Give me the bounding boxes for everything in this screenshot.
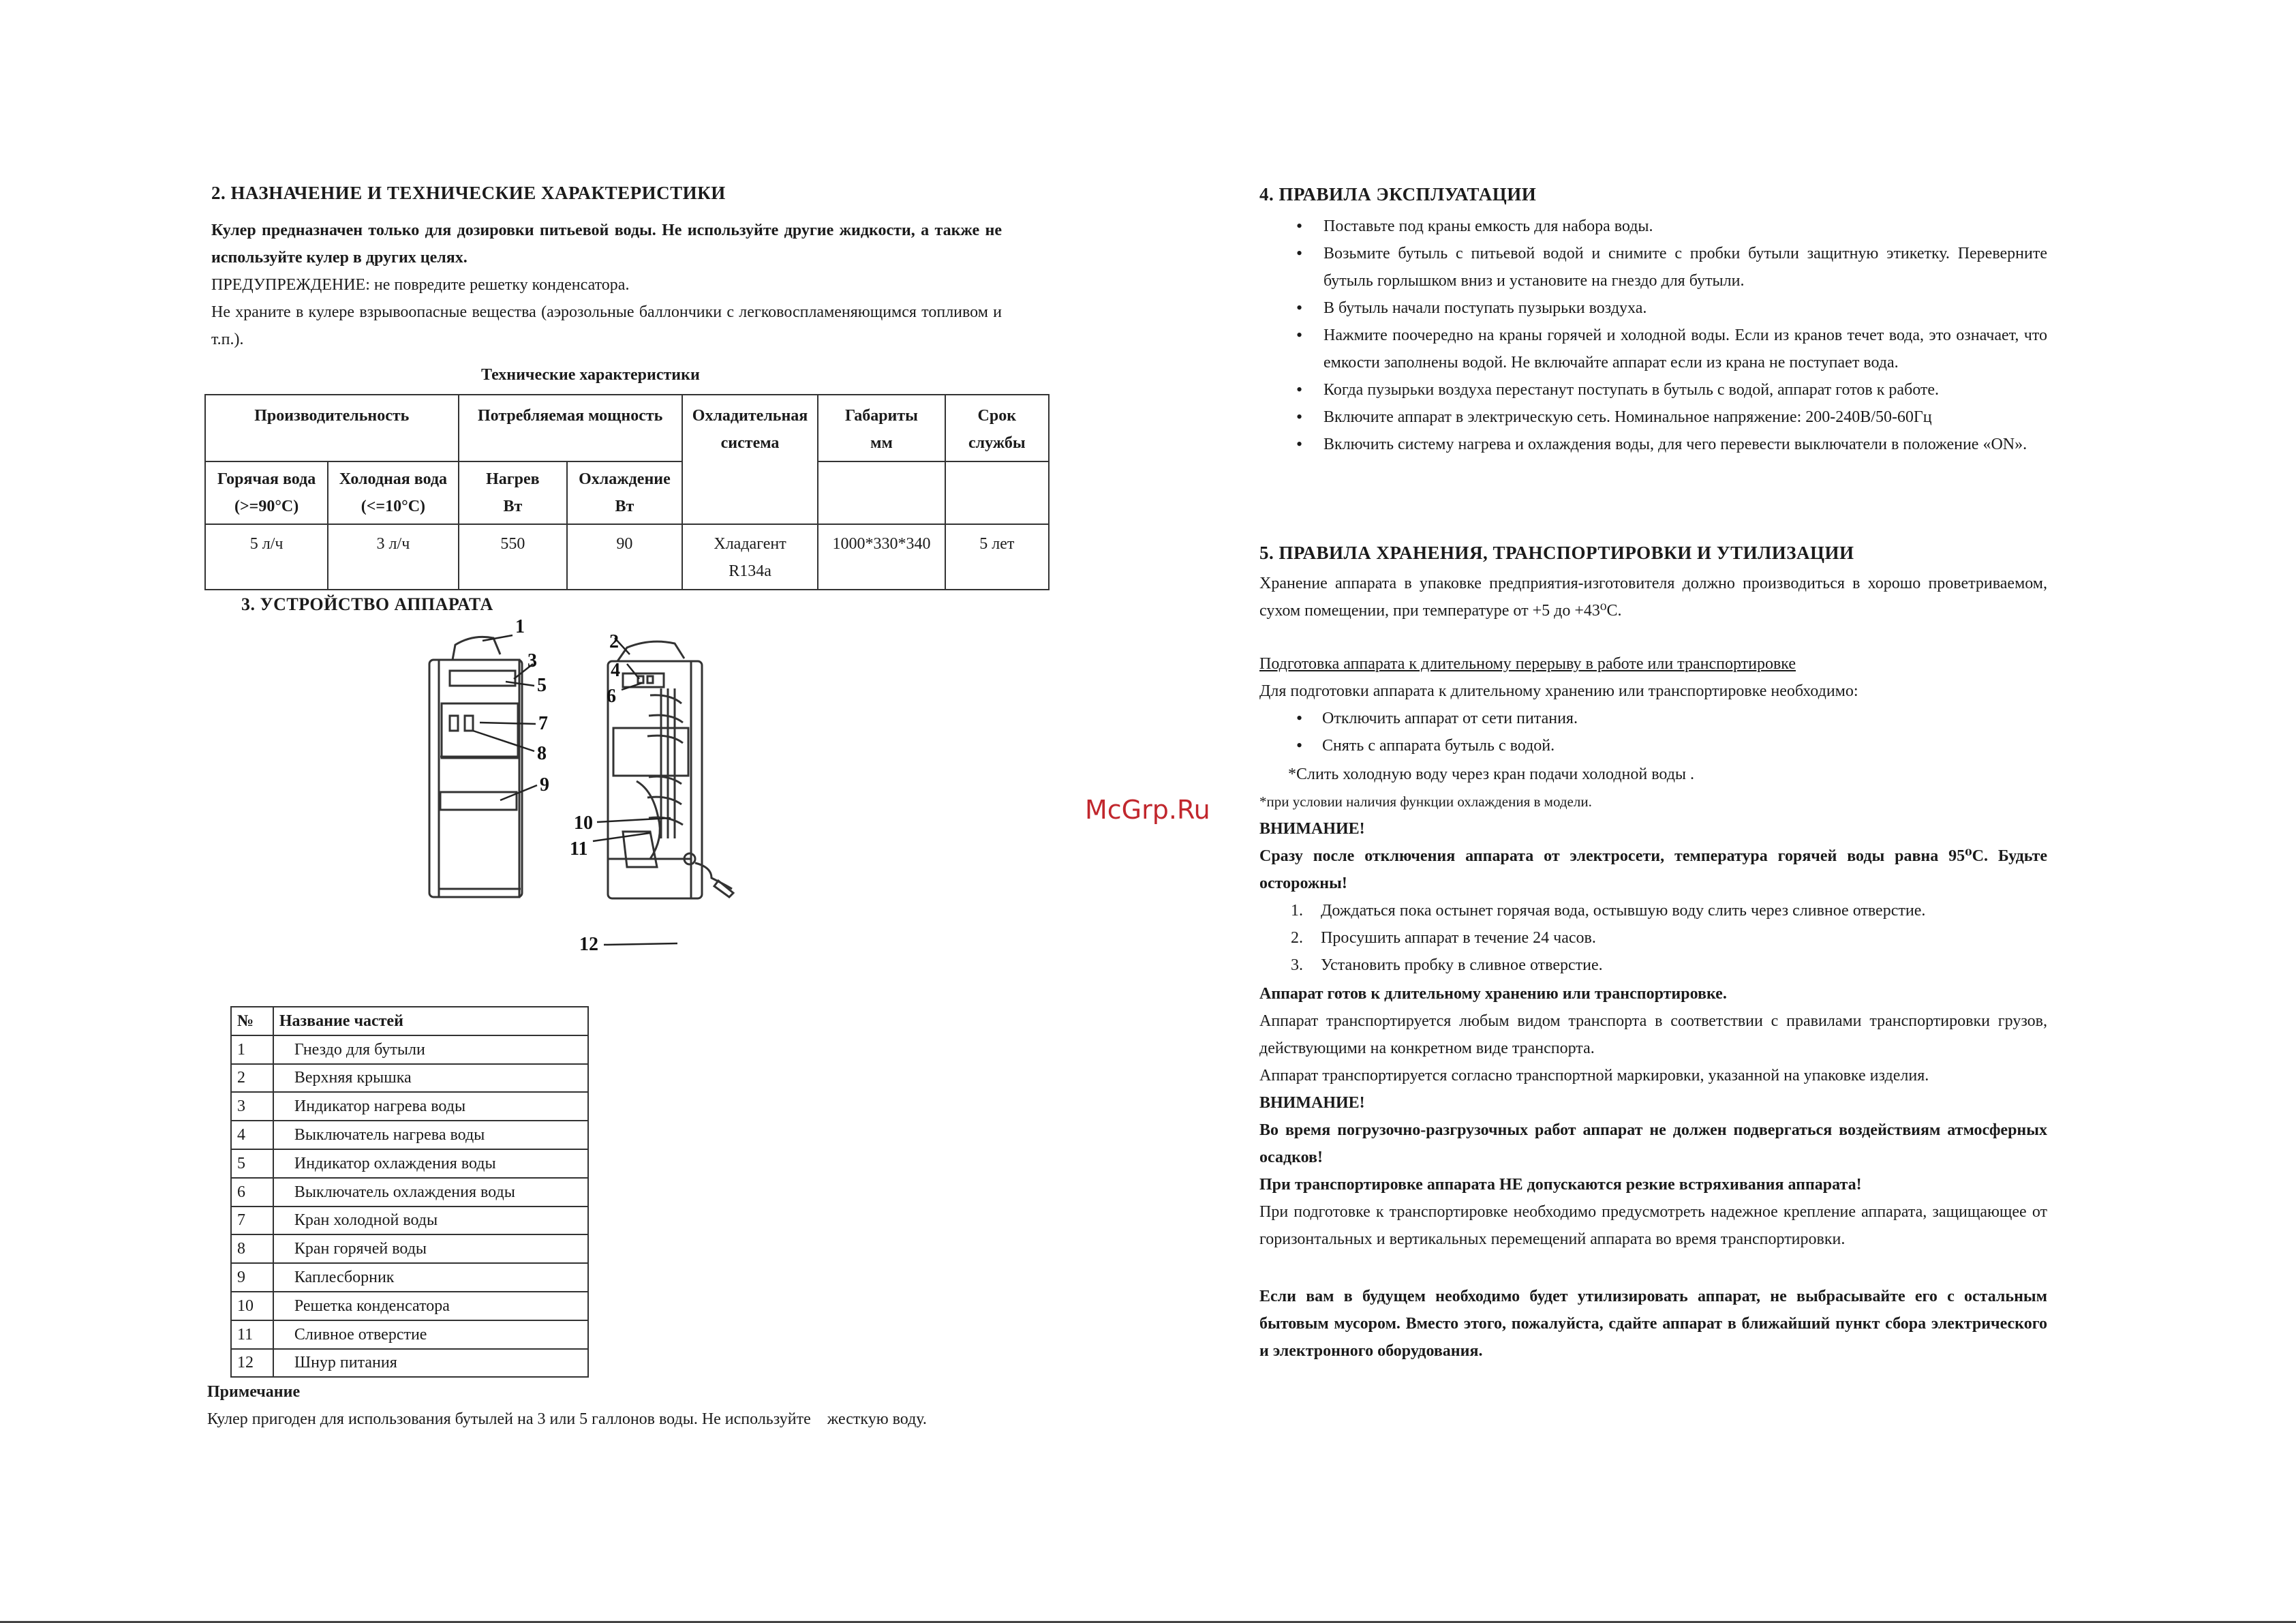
spec-table-caption: Технические характеристики xyxy=(481,366,700,384)
part-name: Решетка конденсатора xyxy=(273,1292,588,1320)
parts-header-name: Название частей xyxy=(273,1007,588,1035)
step-number: 3. xyxy=(1291,956,1303,974)
part-name: Выключатель нагрева воды xyxy=(273,1121,588,1149)
prep-list xyxy=(1258,705,2047,759)
part-num: 4 xyxy=(231,1121,273,1149)
callout-11: 11 xyxy=(570,838,588,860)
ready-text: Аппарат готов к длительному хранению или транспортировке. xyxy=(1259,985,1727,1003)
spec-empty-cell xyxy=(945,461,1049,524)
table-row xyxy=(231,1292,588,1320)
part-num: 6 xyxy=(231,1178,273,1207)
part-num: 12 xyxy=(231,1349,273,1378)
callout-9: 9 xyxy=(540,774,549,795)
spec-value-hot: 5 л/ч xyxy=(205,524,328,590)
spec-table xyxy=(204,394,1050,590)
step-text: Дождаться пока остынет горячая вода, остывшую воду слить через сливное отверстие. xyxy=(1321,902,1926,920)
part-name: Шнур питания xyxy=(273,1349,588,1378)
table-row xyxy=(231,1349,588,1378)
spec-header-power: Потребляемая мощность xyxy=(459,395,682,461)
storage-warning: Не храните в кулере взрывоопасные вещества (аэрозольные баллончики с легковоспламеняющимся топливом и т.п.). xyxy=(211,303,1002,348)
list-item: • Отключить аппарат от сети питания. xyxy=(1258,705,2047,732)
part-num: 3 xyxy=(231,1092,273,1121)
list-item: • Включить систему нагрева и охлаждения воды, для чего перевести выключатели в положение «ON». xyxy=(1258,431,2047,458)
spec-value-dimensions: 1000*330*340 xyxy=(818,524,945,590)
parts-header-row xyxy=(231,1007,588,1035)
table-row xyxy=(231,1234,588,1263)
spec-header-cooling: Охладительная система xyxy=(682,395,818,524)
note-text: Кулер пригоден для использования бутылей на 3 или 5 галлонов воды. Не используйте жесткую воду. xyxy=(207,1410,927,1428)
part-name: Индикатор охлаждения воды xyxy=(273,1149,588,1178)
storage-text: Хранение аппарата в упаковке предприятия-изготовителя должно производиться в хорошо проветриваемом, сухом помещении, при температуре от +5 до +43⁰С. xyxy=(1259,575,2047,620)
prep-intro: Для подготовки аппарата к длительному хранению или транспортировке необходимо: xyxy=(1259,682,1858,700)
part-name: Верхняя крышка xyxy=(273,1064,588,1093)
disposal-text: Если вам в будущем необходимо будет утилизировать аппарат, не выбрасывайте его с остальным бытовым мусором. Вместо этого, пожалуйста, сдайте аппарат в ближайший пункт сбора электрического и электронного оборудования. xyxy=(1259,1288,2047,1360)
table-row xyxy=(231,1207,588,1235)
table-row xyxy=(231,1263,588,1292)
section-3-heading: 3. УСТРОЙСТВО АППАРАТА xyxy=(241,594,493,614)
note-label: Примечание xyxy=(207,1383,301,1401)
prep-drain: *Слить холодную воду через кран подачи холодной воды . xyxy=(1288,765,1695,783)
spec-subheader-heat: Нагрев Вт xyxy=(459,461,568,524)
callout-8: 8 xyxy=(537,743,547,764)
part-name: Выключатель охлаждения воды xyxy=(273,1178,588,1207)
step-number: 1. xyxy=(1291,902,1303,920)
part-name: Индикатор нагрева воды xyxy=(273,1092,588,1121)
part-num: 8 xyxy=(231,1234,273,1263)
table-row xyxy=(231,1121,588,1149)
spec-empty-cell xyxy=(818,461,945,524)
callout-2: 2 xyxy=(609,631,619,652)
part-num: 11 xyxy=(231,1320,273,1349)
spec-value-cold: 3 л/ч xyxy=(328,524,458,590)
attention-heading: ВНИМАНИЕ! xyxy=(1259,820,1365,838)
condenser-warning: ПРЕДУПРЕЖДЕНИЕ: не повредите решетку конденсатора. xyxy=(211,276,630,294)
attention-heading-2: ВНИМАНИЕ! xyxy=(1259,1094,1365,1112)
spec-value-cool: 90 xyxy=(567,524,682,590)
parts-table xyxy=(230,1006,589,1378)
left-page xyxy=(203,0,1055,1623)
callout-3: 3 xyxy=(527,650,537,671)
spec-subheader-cool: Охлаждение Вт xyxy=(567,461,682,524)
parts-header-num: № xyxy=(231,1007,273,1035)
step-text: Установить пробку в сливное отверстие. xyxy=(1321,956,1603,974)
no-shake-warning: При транспортировке аппарата НЕ допускаются резкие встряхивания аппарата! xyxy=(1259,1176,1862,1194)
list-item xyxy=(1258,952,1925,979)
spec-header-life: Срок службы xyxy=(945,395,1049,461)
section-4-heading: 4. ПРАВИЛА ЭКСПЛУАТАЦИИ xyxy=(1259,184,1537,204)
callout-6: 6 xyxy=(607,686,616,707)
loading-warning: Во время погрузочно-разгрузочных работ аппарат не должен подвергаться воздействиям атмосферных осадков! xyxy=(1259,1121,2047,1166)
table-row xyxy=(231,1149,588,1178)
section-2-heading: 2. НАЗНАЧЕНИЕ И ТЕХНИЧЕСКИЕ ХАРАКТЕРИСТИКИ xyxy=(211,183,726,203)
cooldown-steps xyxy=(1258,897,1925,979)
part-num: 2 xyxy=(231,1064,273,1093)
list-item: • Нажмите поочередно на краны горячей и холодной воды. Если из кранов течет вода, это означает, что емкости заполнены водой. Не включайте аппарат если из крана не поступает вода. xyxy=(1258,322,2047,376)
part-num: 7 xyxy=(231,1207,273,1235)
callout-12: 12 xyxy=(579,934,598,955)
transport-text-1: Аппарат транспортируется любым видом транспорта в соответствии с правилами транспортировки грузов, действующими на конкретном виде транспорта. xyxy=(1259,1012,2047,1057)
callout-10: 10 xyxy=(574,813,593,834)
part-name: Кран горячей воды xyxy=(273,1234,588,1263)
hot-water-warning: Сразу после отключения аппарата от электросети, температура горячей воды равна 95⁰С. Будьте осторожны! xyxy=(1259,847,2047,892)
part-name: Каплесборник xyxy=(273,1263,588,1292)
spec-subheader-hot: Горячая вода (>=90°С) xyxy=(205,461,328,524)
callout-7: 7 xyxy=(538,713,548,734)
right-page xyxy=(1258,0,2049,1623)
part-name: Сливное отверстие xyxy=(273,1320,588,1349)
spec-header-dimensions: Габариты мм xyxy=(818,395,945,461)
part-num: 10 xyxy=(231,1292,273,1320)
list-item xyxy=(1258,924,1925,952)
part-num: 9 xyxy=(231,1263,273,1292)
table-row xyxy=(231,1092,588,1121)
callout-1: 1 xyxy=(515,616,525,637)
spec-value-cooling: Хладагент R134a xyxy=(682,524,818,590)
watermark: McGrp.Ru xyxy=(1085,795,1210,825)
list-item: • Снять с аппарата бутыль с водой. xyxy=(1258,732,2047,759)
step-number: 2. xyxy=(1291,929,1303,947)
step-text: Просушить аппарат в течение 24 часов. xyxy=(1321,929,1596,947)
operation-rules-list xyxy=(1258,213,2047,458)
spec-value-life: 5 лет xyxy=(945,524,1049,590)
cooler-diagram xyxy=(425,613,984,982)
spec-header-performance: Производительность xyxy=(205,395,459,461)
part-num: 5 xyxy=(231,1149,273,1178)
table-row xyxy=(231,1064,588,1093)
prep-footnote: *при условии наличия функции охлаждения в модели. xyxy=(1259,793,1592,810)
transport-text-2: Аппарат транспортируется согласно транспортной маркировки, указанной на упаковке изделия. xyxy=(1259,1067,1929,1084)
list-item: • Возьмите бутыль с питьевой водой и снимите с пробки бутыли защитную этикетку. Переверните бутыль горлышком вниз и установите на гнездо для бутыли. xyxy=(1258,240,2047,294)
list-item: • Включите аппарат в электрическую сеть. Номинальное напряжение: 200-240В/50-60Гц xyxy=(1258,404,2047,431)
spec-subheader-cold: Холодная вода (<=10°С) xyxy=(328,461,458,524)
callout-5: 5 xyxy=(537,675,547,696)
fixing-text: При подготовке к транспортировке необходимо предусмотреть надежное крепление аппарата, защищающее от горизонтальных и вертикальных перемещений аппарата во время транспортировки. xyxy=(1259,1203,2047,1248)
spec-value-heat: 550 xyxy=(459,524,568,590)
table-row xyxy=(231,1178,588,1207)
list-item: • Поставьте под краны емкость для набора воды. xyxy=(1258,213,2047,240)
part-name: Кран холодной воды xyxy=(273,1207,588,1235)
list-item: • В бутыль начали поступать пузырьки воздуха. xyxy=(1258,294,2047,322)
purpose-text: Кулер предназначен только для дозировки питьевой воды. Не используйте другие жидкости, а также не используйте кулер в других целях. xyxy=(211,222,1002,267)
table-row xyxy=(231,1035,588,1064)
list-item: • Когда пузырьки воздуха перестанут поступать в бутыль с водой, аппарат готов к работе. xyxy=(1258,376,2047,404)
prep-title: Подготовка аппарата к длительному перерыву в работе или транспортировке xyxy=(1259,655,1796,673)
list-item xyxy=(1258,897,1925,924)
section-5-heading: 5. ПРАВИЛА ХРАНЕНИЯ, ТРАНСПОРТИРОВКИ И УТИЛИЗАЦИИ xyxy=(1259,543,1854,563)
part-name: Гнездо для бутыли xyxy=(273,1035,588,1064)
part-num: 1 xyxy=(231,1035,273,1064)
table-row xyxy=(231,1320,588,1349)
callout-4: 4 xyxy=(611,660,620,681)
